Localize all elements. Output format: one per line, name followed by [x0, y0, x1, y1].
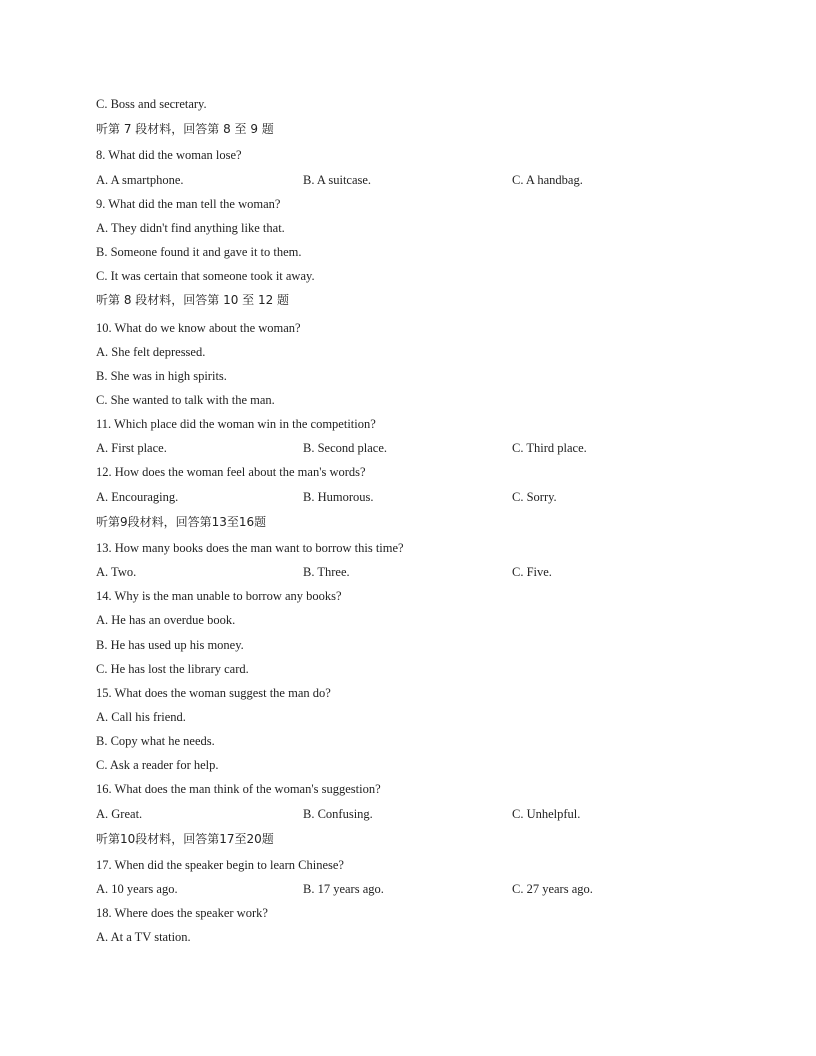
option-line: A. Call his friend.	[96, 710, 186, 724]
option-c: C. Sorry.	[512, 490, 557, 504]
option-b: B. Second place.	[303, 441, 388, 455]
option-a: A. A smartphone.	[96, 173, 184, 187]
option-c: C. Unhelpful.	[512, 807, 581, 821]
option-a: A. Great.	[96, 807, 143, 821]
option-line: A. He has an overdue book.	[96, 613, 236, 627]
option-line: B. Copy what he needs.	[96, 734, 215, 748]
option-line: B. She was in high spirits.	[96, 369, 227, 383]
option-line: C. He has lost the library card.	[96, 662, 249, 676]
option-line: C. It was certain that someone took it away.	[96, 269, 315, 283]
option-b: B. 17 years ago.	[303, 882, 384, 896]
question-8: 8. What did the woman lose?	[96, 148, 242, 162]
question-17: 17. When did the speaker begin to learn Chinese?	[96, 858, 344, 872]
option-a: A. First place.	[96, 441, 167, 455]
option-c: C. Five.	[512, 565, 552, 579]
option-a: A. 10 years ago.	[96, 882, 178, 896]
option-line: C. Boss and secretary.	[96, 97, 207, 111]
question-16: 16. What does the man think of the woman's suggestion?	[96, 782, 381, 796]
question-15: 15. What does the woman suggest the man do?	[96, 686, 331, 700]
question-14: 14. Why is the man unable to borrow any books?	[96, 589, 342, 603]
option-line: B. Someone found it and gave it to them.	[96, 245, 302, 259]
section-heading: 听第9段材料，回答第13至16题	[96, 515, 267, 529]
section-heading: 听第10段材料，回答第17至20题	[96, 832, 274, 846]
option-a: A. Two.	[96, 565, 137, 579]
option-line: A. At a TV station.	[96, 930, 191, 944]
option-line: B. He has used up his money.	[96, 638, 244, 652]
section-heading: 听第 7 段材料，回答第 8 至 9 题	[96, 122, 274, 136]
option-line: C. Ask a reader for help.	[96, 758, 219, 772]
option-b: B. Confusing.	[303, 807, 373, 821]
section-heading: 听第 8 段材料，回答第 10 至 12 题	[96, 293, 290, 307]
option-line: A. They didn't find anything like that.	[96, 221, 285, 235]
question-12: 12. How does the woman feel about the man's words?	[96, 465, 366, 479]
option-b: B. A suitcase.	[303, 173, 372, 187]
question-10: 10. What do we know about the woman?	[96, 321, 301, 335]
option-c: C. A handbag.	[512, 173, 583, 187]
option-line: C. She wanted to talk with the man.	[96, 393, 275, 407]
option-c: C. Third place.	[512, 441, 587, 455]
question-11: 11. Which place did the woman win in the competition?	[96, 417, 376, 431]
question-9: 9. What did the man tell the woman?	[96, 197, 281, 211]
question-18: 18. Where does the speaker work?	[96, 906, 268, 920]
option-b: B. Humorous.	[303, 490, 374, 504]
option-a: A. Encouraging.	[96, 490, 179, 504]
option-c: C. 27 years ago.	[512, 882, 593, 896]
option-b: B. Three.	[303, 565, 350, 579]
question-13: 13. How many books does the man want to borrow this time?	[96, 541, 404, 555]
option-line: A. She felt depressed.	[96, 345, 206, 359]
